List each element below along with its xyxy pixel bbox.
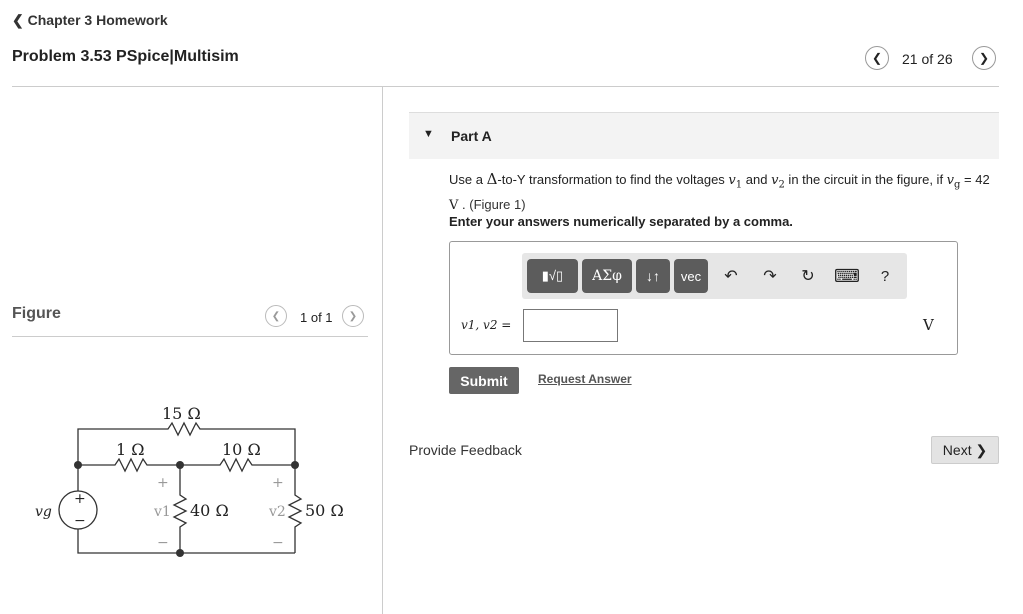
node-dot [176,549,184,557]
redo-glyph: ↷ [763,268,777,285]
part-a-title: Part A [451,128,492,144]
instruction-text: Enter your answers numerically separated by a comma. [449,214,793,229]
node-dot [74,461,82,469]
help-icon[interactable] [874,265,896,287]
question-text: Use a Δ-to-Y transformation to find the voltages $v_1$ and $v_2$ in the circuit in the figure, if $v_g = 42$ V . (Figure 1) [449,170,990,213]
vec-label: vec [680,268,702,284]
next-problem-button[interactable] [972,46,996,70]
v2-label: v2 [269,504,286,520]
node-dot [176,461,184,469]
v1-label: v1 [154,504,171,520]
v2-plus: + [272,475,284,491]
keyboard-glyph: ⌨ [834,265,860,286]
reset-icon[interactable] [797,265,819,287]
node-dot [291,461,299,469]
v1-minus: − [157,535,169,551]
greek-symbols-button[interactable] [582,259,632,293]
r50-label: 50 Ω [305,501,344,520]
templates-button[interactable] [527,259,578,293]
figure-next-button[interactable] [342,305,364,327]
redo-icon[interactable] [759,265,781,287]
chevron-left-icon: ❮ [12,12,24,28]
figure-divider [12,336,368,337]
provide-feedback-link[interactable]: Provide Feedback [409,442,522,458]
vg-label: vg [35,504,52,520]
keyboard-icon[interactable] [836,265,858,287]
arrows-icon: ↓↑ [646,268,660,284]
panel-divider [382,86,383,614]
undo-glyph: ↶ [724,268,738,285]
undo-icon[interactable] [720,265,742,287]
subscript-superscript-button[interactable] [636,259,670,293]
help-glyph: ? [880,267,890,285]
source-plus: + [74,491,86,507]
vector-button[interactable] [674,259,708,293]
caret-down-icon[interactable]: ▼ [423,128,434,140]
chevron-left-icon: ❮ [871,51,883,65]
figure-label: Figure [12,305,61,322]
header-divider [12,86,999,87]
chevron-right-icon: ❯ [978,51,990,65]
submit-button[interactable]: Submit [449,367,519,394]
chevron-right-icon: ❯ [348,310,358,322]
problem-pager-text: 21 of 26 [902,51,953,67]
v1-plus: + [157,475,169,491]
back-link-label: Chapter 3 Homework [27,12,168,28]
answer-label: v1, v2 = [461,318,512,332]
greek-symbols-label: ΑΣφ [592,268,622,284]
part-a-header[interactable] [409,113,999,159]
answer-input[interactable] [523,309,618,342]
previous-problem-button[interactable] [865,46,889,70]
r1-label: 1 Ω [116,440,145,459]
r15-label: 15 Ω [162,404,201,423]
figure-link[interactable]: (Figure 1) [469,196,526,212]
figure-pager-text: 1 of 1 [300,310,333,325]
circuit-figure [30,395,350,565]
r10-label: 10 Ω [222,440,261,459]
v2-minus: − [272,535,284,551]
templates-icon: ▮√▯ [541,268,564,283]
reset-glyph: ↻ [801,268,815,285]
next-button[interactable]: Next ❯ [931,436,999,464]
r40-label: 40 Ω [190,501,229,520]
request-answer-link[interactable]: Request Answer [538,372,632,386]
source-minus: − [74,513,86,529]
figure-prev-button[interactable] [265,305,287,327]
answer-unit: V [923,316,934,334]
back-to-chapter-link[interactable] [12,12,168,29]
problem-title: Problem 3.53 PSpice|Multisim [12,48,239,65]
chevron-left-icon: ❮ [271,310,281,322]
